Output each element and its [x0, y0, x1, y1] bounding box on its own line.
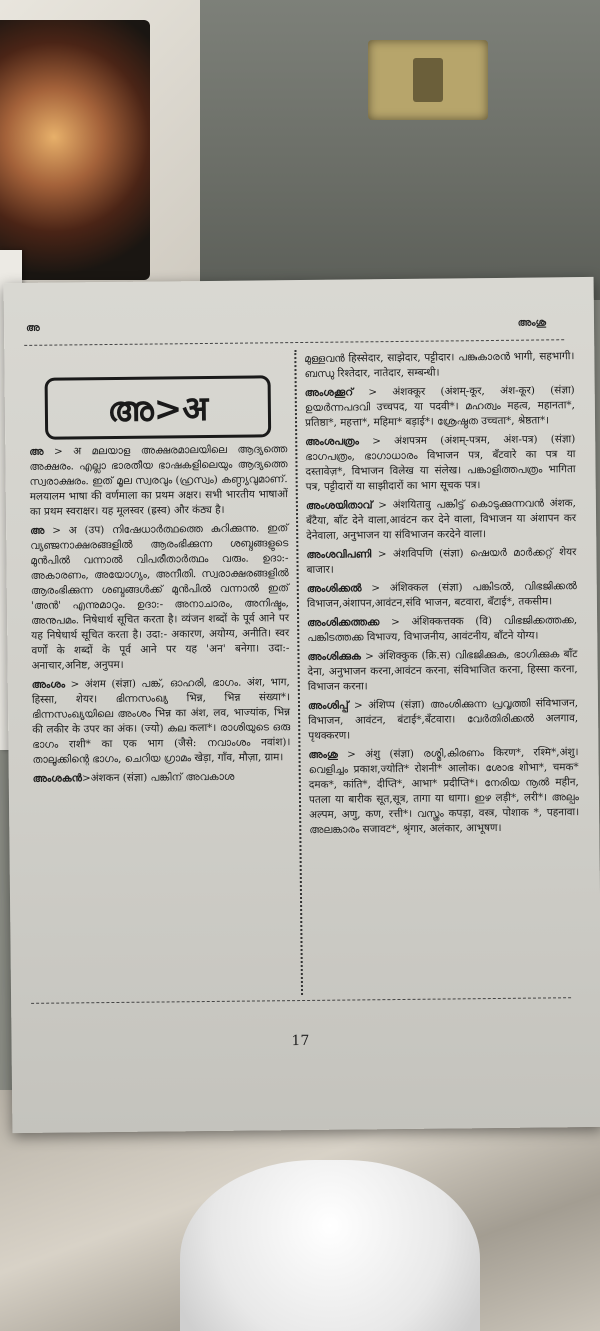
entry: [304, 349, 574, 382]
headword: അംശിക്കുക: [307, 650, 361, 663]
headword: അംശകൻ: [32, 772, 83, 785]
definition: > अंशयितावु പങ്കിട്ട് കൊടുക്കുന്നവൻ अंशक, बँटैया, बाँट देने वाला,आवंटन कर देने वाला, विभाजन या अंशापन कर देनेवाला, अनुभाजन या संविभाजन करदेने वाला।: [306, 497, 577, 542]
running-head-left: അ: [25, 322, 40, 334]
entry: [307, 613, 577, 646]
entry: [30, 521, 290, 674]
definition: > अंशिक्कल (संज्ञा) പങ്കിടൽ, വിഭജിക്കൽ विभाजन,अंशापन,आवंटन,संवि भाजन, बटवारा, बँटाई*, तकसीम।: [306, 580, 577, 610]
entry: [306, 496, 576, 544]
headword: അ: [29, 445, 44, 458]
headword: അംശക്കൂറ്: [304, 386, 354, 399]
definition: > अंशिप्प (संज्ञा) അംശിക്കുന്ന പ്രവൃത്തി संविभाजन, विभाजन, आवंटन, बंटाई*,बँटवारा। വേർതിരിക്കൽ अलगाव, पृथक्करण।: [308, 697, 579, 742]
column-divider: [294, 350, 303, 995]
definition: > अंशपत्रम (अंशम्-पत्रम, अंश-पत्र) (संज्ञा) ഭാഗപത്രം, ഭാഗാധാരം विभाजन पत्र, बँटवारे का पत्र या दस्तावेज़*, विभाजन विलेख या संलेख। പങ്കാളിത്തപത്രം भागिता पत्र, पट्टीदारों या साझीदारों का भाग सूचक पत्र।: [305, 433, 576, 493]
entry: [307, 647, 577, 695]
headword: അംശവിപണി: [306, 548, 372, 561]
entry: [32, 675, 291, 768]
page-number: 17: [291, 1032, 310, 1050]
definition: > अ മലയാള അക്ഷരമാലയിലെ ആദ്യത്തെ അക്ഷരം. എല്ലാ ഭാരതീയ ഭാഷകളിലെയും ആദ്യത്തെ സ്വരാക്ഷരം. ഇത് മൂല സ്വരവും (ഹ്രസ്വം) കണ്ഠ്യവുമാണ്. मलयालम भाषा की वर्णमाला का प्रथम अक्षर। सभी भारतीय भाषाओं का प्रथम स्वराक्षर। यह मूलस्वर (ह्रस्व) और कंठ्य है।: [29, 443, 288, 518]
entry: [308, 696, 578, 744]
definition: > अंशक्कूर (अंशम्-कूर, अंश-कूर) (संज्ञा) ഉയർന്നപദവി उच्चपद, या पदवी*। മഹത്വം महत्व, महानता*, प्रतिष्ठा*, महत्ता*, महिमा* बड़ाई*। ശ്രേഷ്ഠത उच्चता*, श्रेष्ठता*।: [304, 384, 575, 429]
white-cloth: [180, 1160, 480, 1331]
headword: അംശം: [31, 678, 66, 691]
dictionary-page: [4, 277, 600, 1133]
entry: [305, 432, 576, 495]
headword: അംശിക്കത്തക്ക: [307, 616, 380, 629]
definition: > अंशिक्कुक (क्रि.स) വിഭജിക്കുക, ഭാഗിക്കുക बाँट देना, अनुभाजन करना,आवंटन करना, संविभाजित करना, हिस्सा करना, विभाजन करना।: [307, 648, 578, 693]
left-column: [29, 442, 291, 791]
right-column: [304, 349, 579, 842]
definition: >अंशकन (संज्ञा) പങ്കിന് അവകാശ: [81, 770, 235, 785]
entry: [306, 545, 576, 578]
definition: > अ (उप) നിഷേധാർത്ഥത്തെ കുറിക്കുന്നു. ഇത് വ്യഞ്ജനാക്ഷരങ്ങളിൽ ആരംഭിക്കുന്ന ശബ്ദങ്ങളുടെ മുൻപിൽ വന്നാൽ വിപരീതാർത്ഥം വരും. ഉദാ:- അകാരണം, അയോഗ്യം, അനീതി. സ്വരാക്ഷരങ്ങളിൽ ആരംഭിക്കുന്ന ശബ്ദങ്ങൾക്ക് മുൻപിൽ വന്നാൽ ഇത് 'അൻ' എന്നുമാറും. ഉദാ:- അനാചാരം, അനിഷ്ടം, അനുപമം. निषेधार्थ सूचित करता है। व्यंजन शब्दों के पूर्व आने पर यह निषेधार्थ सूचित करता है। उदा:- अकारण, अयोग्य, अनीति। स्वर वर्णों के शब्दों के पूर्व आने पर यह 'अन' बनेगा। उदा:- अनाचार,अनिष्ट, अनुपम।: [30, 522, 290, 672]
definition: > अंशिक्कत्तक्क (वि) വിഭജിക്കത്തക്ക, പങ്കിടത്തക്ക विभाज्य, विभाजनीय, आवंटनीय, बाँटने योग्य।: [307, 614, 578, 644]
letter-title-box: അ>अ: [45, 375, 272, 439]
running-head-right: അംശു: [517, 317, 547, 329]
headword: അംശിക്കൽ: [306, 582, 362, 595]
headword: അംശിപ്പ്: [307, 699, 349, 712]
headword: അംശപത്രം: [305, 435, 360, 448]
bottom-rule: [31, 997, 571, 1004]
brass-hinge: [368, 40, 488, 120]
definition: > अंशम (संज्ञा) പങ്ക്, ഓഹരി, ഭാഗം. अंश, भाग, हिस्सा, शेयर। ഭിന്നസംഖ്യ भिन्न, भिन्न संख्या*। ഭിന്നസംഖ്യയിലെ അംശം भिन्न का अंश, लव, भाज्यांक, भिन्न की लकीर के उपर का अंक। (ज्यो) കല कला*। രാശിയുടെ ഒരു ഭാഗം राशी* का एक भाग (जैसे: നവാംശം नवांश)। താലൂക്കിന്റെ ഭാഗം, ചെറിയ ഗ്രാമം खेड़ा, गाँव, मौज़ा, ग्राम।: [31, 676, 291, 766]
entry: [308, 745, 579, 838]
definition: > अंशविपणि (संज्ञा) ഷെയർ മാർക്കറ്റ് शेयर बाजार।: [306, 546, 577, 576]
planet-painting: [0, 20, 150, 280]
definition: മുള്ളവൻ हिस्सेदार, साझेदार, पट्टीदार। പങ്കുകാരൻ भागी, सहभागी। ബന്ധു रिश्तेदार, नातेदार, सम्बन्धी।: [304, 350, 575, 380]
definition: > अंशु (संज्ञा) രശ്മി,കിരണം किरण*, रश्मि*,अंशु। വെളിച്ചം प्रकाश,ज्योति* रोशनी* आलोक। ശോഭ शोभा*, चमक* दमक*, कांति*, दीप्ति*, आभा* प्रदीप्ति*। നേരിയ നൂൽ महीन, पतला या बारीक सूत,सूत्र, तागा या धागा। ഇഴ लड़ी*, लरी*। അല്പം अल्पम, अणु, कण, रत्ती*। വസ്ത്രം कपड़ा, वस्त्र, पोशाक *, पहनावा। അലങ്കാരം सजावट*, श्रृंगार, अलंकार, आभूषण।: [308, 746, 580, 836]
entry: [305, 383, 575, 431]
entry: [33, 769, 291, 787]
headword: അ: [30, 524, 45, 537]
headword: അംശയിതാവ്: [305, 499, 373, 512]
headword: അംശു: [308, 748, 338, 761]
entry: [29, 442, 288, 520]
top-rule: [24, 339, 564, 346]
entry: [307, 579, 577, 612]
